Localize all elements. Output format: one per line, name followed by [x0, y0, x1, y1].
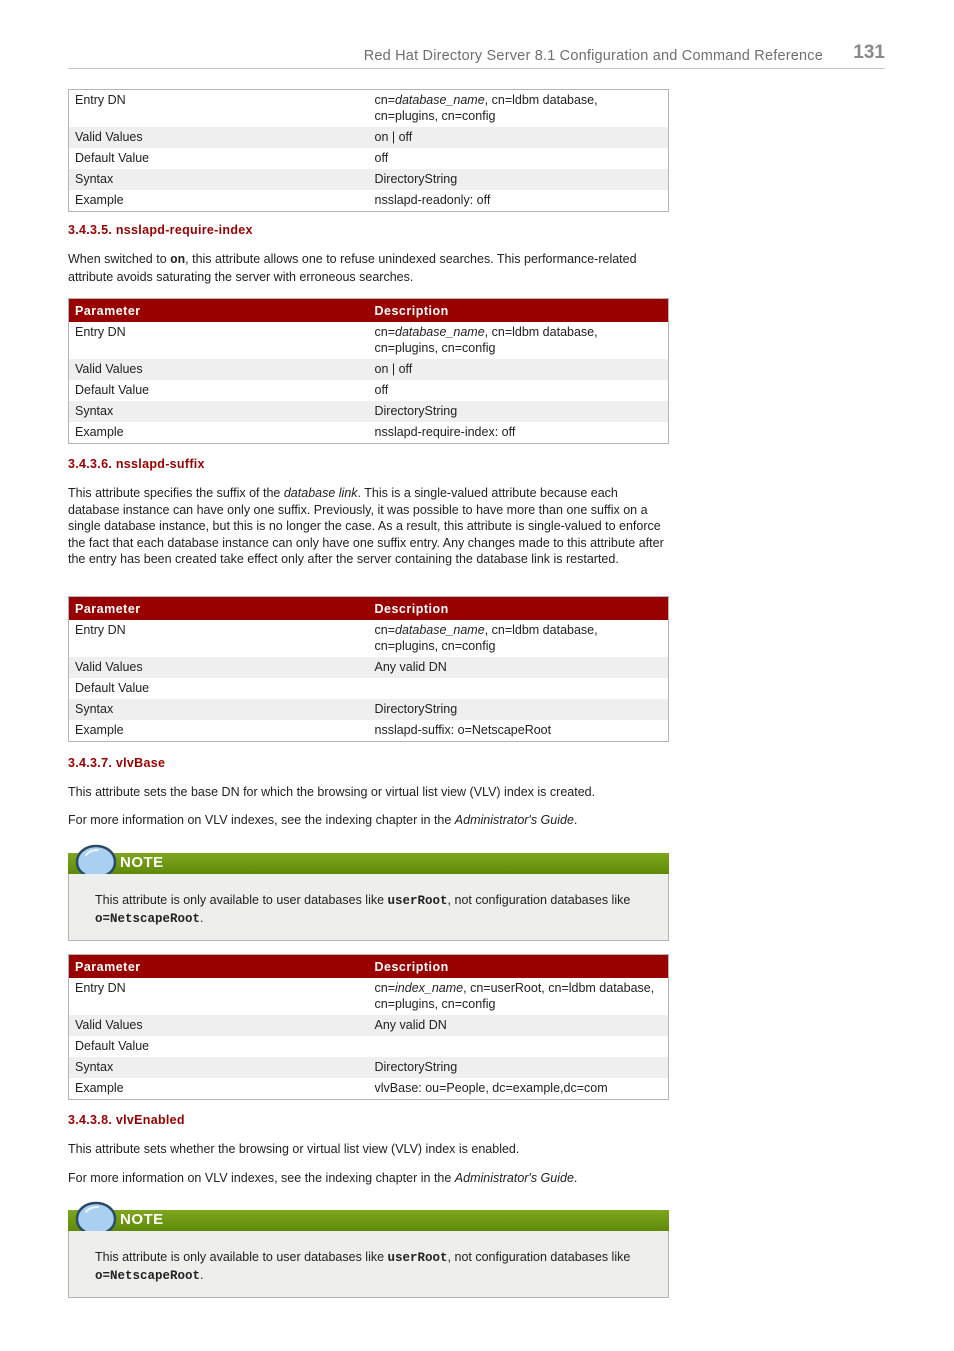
suffix-table: [68, 596, 669, 742]
param-cell: Example: [75, 723, 124, 737]
require-index-table: [68, 298, 669, 444]
param-cell: Example: [75, 425, 124, 439]
param-cell: Default Value: [75, 681, 150, 695]
param-cell: Entry DN: [75, 325, 126, 339]
param-cell: Syntax: [69, 699, 369, 720]
param-cell: Default Value: [75, 383, 150, 397]
desc-header: Description: [369, 597, 669, 621]
param-cell: Example: [75, 1081, 124, 1095]
entry-dn-value: cn=index_name, cn=userRoot, cn=ldbm database, cn=plugins, cn=config: [374, 981, 655, 1011]
table-row: [69, 1015, 669, 1036]
section-heading: 3.4.3.5. nsslapd-require-index: [68, 223, 253, 237]
table-row: [69, 978, 669, 1015]
desc-cell: off: [374, 151, 389, 165]
desc-cell: Any valid DN: [369, 657, 669, 678]
param-header: Parameter: [69, 299, 369, 323]
param-cell: Valid Values: [69, 127, 369, 148]
entry-dn-value: cn=database_name, cn=ldbm database, cn=plugins, cn=config: [374, 623, 598, 653]
table-row: [69, 1078, 669, 1100]
table-row: [69, 422, 669, 444]
table-row: [69, 190, 669, 212]
note-label: NOTE: [120, 1211, 164, 1228]
table-row: [69, 620, 669, 657]
param-cell: Syntax: [69, 1057, 369, 1078]
table-row: [69, 148, 669, 169]
param-header: Parameter: [69, 955, 369, 979]
paragraph: This attribute sets whether the browsing or virtual list view (VLV) index is enabled.: [68, 1142, 520, 1156]
param-cell: Entry DN: [75, 981, 126, 995]
note-label: NOTE: [120, 854, 164, 871]
vlvbase-table: [68, 954, 669, 1100]
table-row: [69, 720, 669, 742]
param-cell: Default Value: [75, 1039, 150, 1053]
table-row: [69, 678, 669, 699]
page-header: [68, 42, 885, 69]
readonly-table: [68, 89, 669, 212]
desc-cell: DirectoryString: [369, 401, 669, 422]
note-box: [68, 853, 669, 941]
table-row: [69, 127, 669, 148]
table-row: [69, 169, 669, 190]
section-heading: 3.4.3.8. vlvEnabled: [68, 1113, 185, 1127]
desc-cell: off: [374, 383, 389, 397]
param-cell: Syntax: [69, 169, 369, 190]
entry-dn-value: cn=database_name, cn=ldbm database, cn=plugins, cn=config: [374, 93, 598, 123]
table-header-row: [69, 955, 669, 979]
note-body: [68, 1231, 669, 1298]
table-row: [69, 1036, 669, 1057]
table-row: [69, 657, 669, 678]
param-header: Parameter: [69, 597, 369, 621]
table-row: [69, 322, 669, 359]
desc-cell: on | off: [369, 127, 669, 148]
paragraph: This attribute specifies the suffix of the database link. This is a single-valued attribute because each database instance can have only one suffix. Previously, it was possible to have more than one suffix on a single database instance, but this is no longer the case. As a result, this attribute is single-valued to enforce the fact that each database instance can only have one suffix entry. Any changes made to this attribute after the entry has been created take effect only after the server containing the database link is restarted.: [68, 486, 664, 566]
table-header-row: [69, 299, 669, 323]
paragraph: For more information on VLV indexes, see the indexing chapter in the Administrator's Guide.: [68, 1171, 578, 1185]
note-box: [68, 1210, 669, 1298]
param-cell: Entry DN: [75, 93, 126, 107]
param-cell: Valid Values: [69, 657, 369, 678]
paragraph: When switched to on, this attribute allows one to refuse unindexed searches. This performance-related attribute avoids saturating the server with erroneous searches.: [68, 252, 637, 284]
desc-cell: nsslapd-require-index: off: [374, 425, 516, 439]
desc-cell: DirectoryString: [369, 699, 669, 720]
table-row: [69, 380, 669, 401]
desc-cell: nsslapd-readonly: off: [374, 193, 491, 207]
param-cell: Entry DN: [75, 623, 126, 637]
desc-cell: [369, 1036, 669, 1057]
note-text: This attribute is only available to user databases like userRoot, not configuration databases like o=NetscapeRoot.: [95, 1250, 631, 1283]
desc-header: Description: [369, 955, 669, 979]
desc-cell: Any valid DN: [369, 1015, 669, 1036]
table-row: [69, 359, 669, 380]
desc-header: Description: [369, 299, 669, 323]
paragraph: For more information on VLV indexes, see the indexing chapter in the Administrator's Guide.: [68, 813, 578, 827]
param-cell: Syntax: [69, 401, 369, 422]
desc-cell: on | off: [369, 359, 669, 380]
desc-cell: [369, 678, 669, 699]
paragraph: This attribute sets the base DN for which the browsing or virtual list view (VLV) index is created.: [68, 785, 596, 799]
note-text: This attribute is only available to user databases like userRoot, not configuration databases like o=NetscapeRoot.: [95, 893, 631, 926]
table-row: [69, 90, 669, 128]
desc-cell: DirectoryString: [369, 1057, 669, 1078]
note-body: [68, 874, 669, 941]
param-cell: Example: [75, 193, 124, 207]
table-row: [69, 1057, 669, 1078]
param-cell: Valid Values: [69, 359, 369, 380]
table-row: [69, 699, 669, 720]
desc-cell: DirectoryString: [369, 169, 669, 190]
desc-cell: vlvBase: ou=People, dc=example,dc=com: [374, 1081, 608, 1095]
section-heading: 3.4.3.6. nsslapd-suffix: [68, 457, 205, 471]
param-cell: Valid Values: [69, 1015, 369, 1036]
param-cell: Default Value: [75, 151, 150, 165]
page-number: 131: [853, 42, 885, 63]
table-header-row: [69, 597, 669, 621]
desc-cell: nsslapd-suffix: o=NetscapeRoot: [374, 723, 552, 737]
document-title: Red Hat Directory Server 8.1 Configuration and Command Reference: [363, 48, 823, 64]
entry-dn-value: cn=database_name, cn=ldbm database, cn=plugins, cn=config: [374, 325, 598, 355]
section-heading: 3.4.3.7. vlvBase: [68, 756, 166, 770]
table-row: [69, 401, 669, 422]
